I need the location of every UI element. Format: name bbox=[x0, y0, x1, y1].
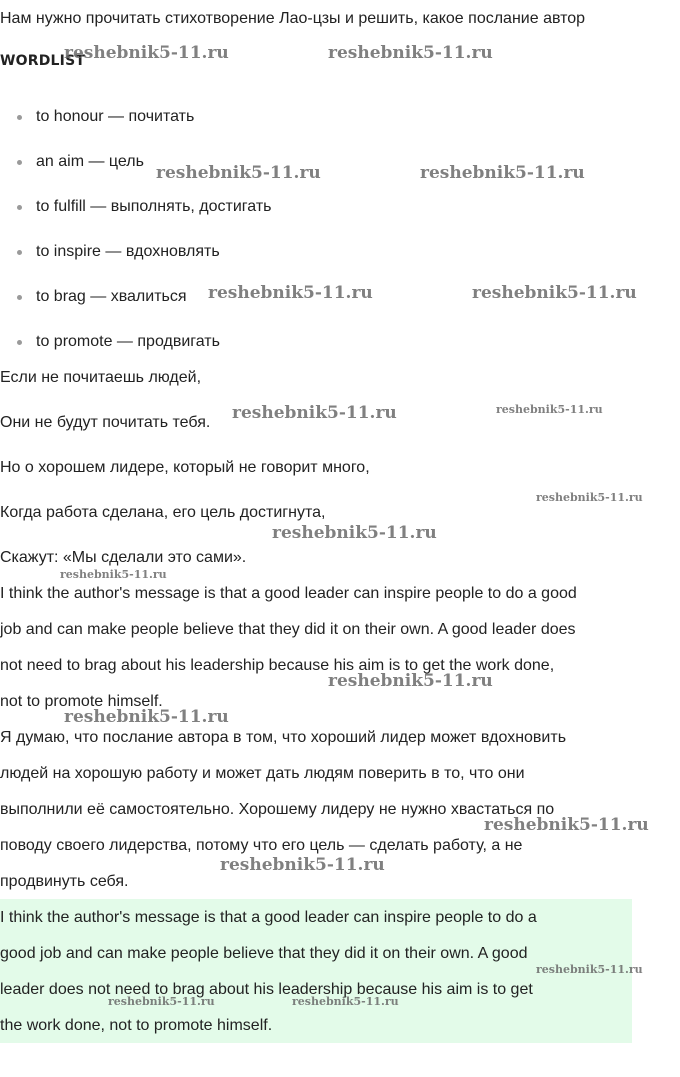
wordlist-item: to honour — почитать bbox=[36, 108, 195, 125]
watermark: reshebnik5-11.ru bbox=[232, 403, 397, 423]
paragraph-line: людей на хорошую работу и может дать людям поверить в то, что они bbox=[0, 765, 525, 782]
answer-line: good job and can make people believe that they did it on their own. A good bbox=[0, 945, 528, 962]
poem-line: Если не почитаешь людей, bbox=[0, 369, 202, 386]
bullet-icon bbox=[17, 160, 22, 165]
watermark: reshebnik5-11.ru bbox=[108, 995, 215, 1008]
poem-line: Но о хорошем лидере, который не говорит много, bbox=[0, 459, 370, 476]
watermark: reshebnik5-11.ru bbox=[472, 283, 637, 303]
wordlist-item: to inspire — вдохновлять bbox=[36, 243, 220, 260]
poem-line: Скажут: «Мы сделали это сами». bbox=[0, 549, 247, 566]
watermark: reshebnik5-11.ru bbox=[536, 491, 643, 504]
paragraph-line: job and can make people believe that they did it on their own. A good leader does bbox=[0, 621, 576, 638]
wordlist-item: an aim — цель bbox=[36, 153, 144, 170]
answer-line: the work done, not to promote himself. bbox=[0, 1017, 273, 1034]
watermark: reshebnik5-11.ru bbox=[272, 523, 437, 543]
bullet-icon bbox=[17, 340, 22, 345]
wordlist-item: to promote — продвигать bbox=[36, 333, 220, 350]
watermark: reshebnik5-11.ru bbox=[420, 163, 585, 183]
bullet-icon bbox=[17, 295, 22, 300]
poem-line: Когда работа сделана, его цель достигнута, bbox=[0, 504, 326, 521]
paragraph-line: выполнили её самостоятельно. Хорошему лидеру не нужно хвастаться по bbox=[0, 801, 555, 818]
poem-line: Они не будут почитать тебя. bbox=[0, 414, 211, 431]
bullet-icon bbox=[17, 205, 22, 210]
watermark: reshebnik5-11.ru bbox=[328, 671, 493, 691]
paragraph-line: not to promote himself. bbox=[0, 693, 163, 710]
wordlist-title: WORDLIST bbox=[0, 53, 86, 69]
answer-line: I think the author's message is that a good leader can inspire people to do a bbox=[0, 909, 537, 926]
watermark: reshebnik5-11.ru bbox=[328, 43, 493, 63]
bullet-icon bbox=[17, 115, 22, 120]
bullet-icon bbox=[17, 250, 22, 255]
answer-line: leader does not need to brag about his leadership because his aim is to get bbox=[0, 981, 533, 998]
wordlist-item: to brag — хвалиться bbox=[36, 288, 187, 305]
wordlist-item: to fulfill — выполнять, достигать bbox=[36, 198, 272, 215]
paragraph-line: продвинуть себя. bbox=[0, 873, 129, 890]
watermark: reshebnik5-11.ru bbox=[208, 283, 373, 303]
watermark: reshebnik5-11.ru bbox=[156, 163, 321, 183]
intro-text: Нам нужно прочитать стихотворение Лао-цзы и решить, какое послание автор bbox=[0, 10, 586, 27]
paragraph-line: поводу своего лидерства, потому что его цель — сделать работу, а не bbox=[0, 837, 523, 854]
watermark: reshebnik5-11.ru bbox=[60, 568, 167, 581]
paragraph-line: Я думаю, что послание автора в том, что хороший лидер может вдохновить bbox=[0, 729, 567, 746]
watermark: reshebnik5-11.ru bbox=[536, 963, 643, 976]
paragraph-line: I think the author's message is that a good leader can inspire people to do a good bbox=[0, 585, 577, 602]
watermark: reshebnik5-11.ru bbox=[64, 43, 229, 63]
paragraph-line: not need to brag about his leadership because his aim is to get the work done, bbox=[0, 657, 555, 674]
watermark: reshebnik5-11.ru bbox=[220, 855, 385, 875]
watermark: reshebnik5-11.ru bbox=[484, 815, 649, 835]
watermark: reshebnik5-11.ru bbox=[292, 995, 399, 1008]
watermark: reshebnik5-11.ru bbox=[496, 403, 603, 416]
watermark: reshebnik5-11.ru bbox=[64, 707, 229, 727]
